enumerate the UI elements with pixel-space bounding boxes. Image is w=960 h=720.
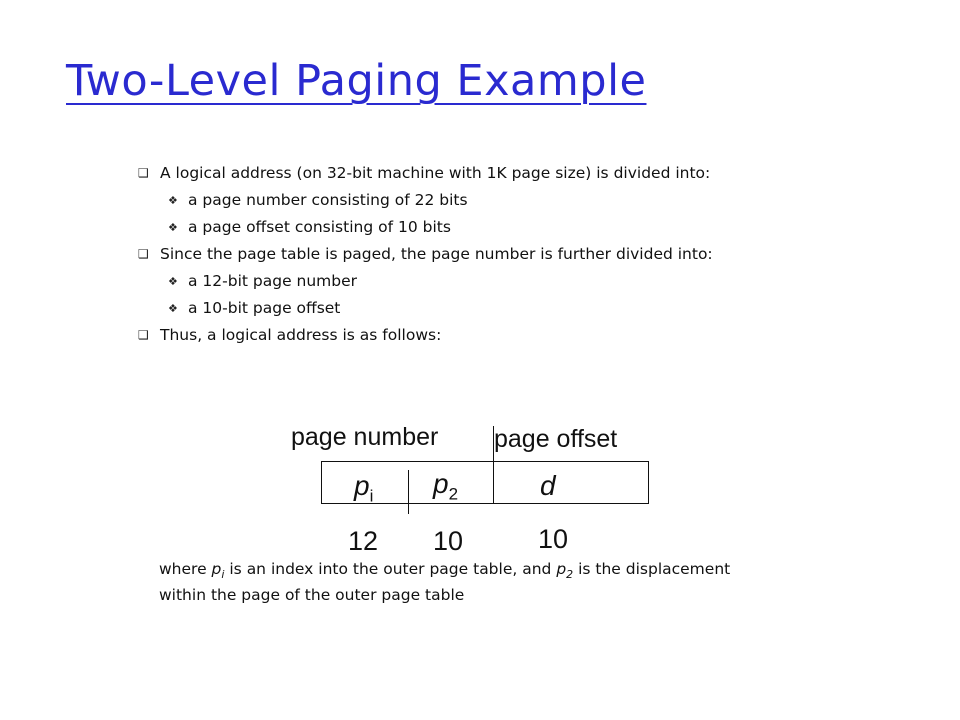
page-offset-label: page offset: [494, 425, 618, 453]
bullet-text: a 10-bit page offset: [188, 299, 341, 317]
diamond-bullet-icon: ❖: [168, 221, 178, 234]
bullet-item: [138, 241, 918, 268]
bullet-text: a 12-bit page number: [188, 272, 358, 290]
page-number-offset-divider: [493, 426, 494, 504]
square-bullet-icon: ❑: [138, 247, 149, 261]
field-p2: $p_2$: [433, 468, 459, 504]
diagram-caption: where $p_i$ is an index into the outer page table, and $p_2$ is the displacement within the page of the outer page table: [159, 560, 731, 605]
diamond-bullet-icon: ❖: [168, 194, 178, 207]
bits-p1: 12: [348, 526, 379, 556]
square-bullet-icon: ❑: [138, 166, 149, 180]
bullet-item: [138, 160, 918, 187]
field-d: d: [540, 470, 556, 501]
field-divider: [408, 470, 409, 514]
bullet-text: a page offset consisting of 10 bits: [188, 218, 451, 236]
square-bullet-icon: ❑: [138, 328, 149, 342]
bits-p2: 10: [433, 526, 464, 556]
sub-bullet-item: [138, 214, 918, 241]
field-p1: $p_i$: [354, 470, 374, 506]
bullet-list: [138, 160, 918, 349]
diamond-bullet-icon: ❖: [168, 302, 178, 315]
bullet-text: a page number consisting of 22 bits: [188, 191, 468, 209]
bits-d: 10: [538, 524, 569, 554]
sub-bullet-item: [138, 187, 918, 214]
bullet-item: [138, 322, 918, 349]
sub-bullet-item: [138, 268, 918, 295]
diamond-bullet-icon: ❖: [168, 275, 178, 288]
sub-bullet-item: [138, 295, 918, 322]
slide-title: Two-Level Paging Example: [66, 56, 647, 106]
bullet-text: Thus, a logical address is as follows:: [160, 326, 442, 344]
bullet-text: A logical address (on 32-bit machine with 1K page size) is divided into:: [160, 164, 711, 182]
page-number-label: page number: [291, 423, 439, 451]
bullet-text: Since the page table is paged, the page number is further divided into:: [160, 245, 713, 263]
